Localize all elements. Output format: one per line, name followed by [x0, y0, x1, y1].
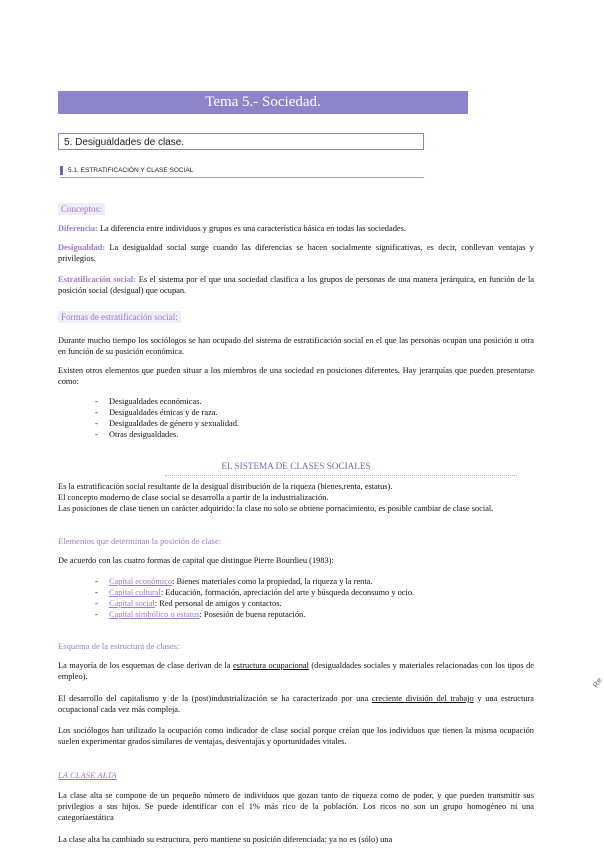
list-item: - Desigualdades de género y sexualidad. — [95, 419, 240, 428]
capital-simbolico-link[interactable]: Capital simbólico o estatus — [109, 610, 200, 619]
estratificacion-term: Estratificación social: — [58, 275, 137, 284]
esquema-paragraph-3: Los sociólogos han utilizado la ocupación como indicador de clase social porque creían que los individuos que tienen la misma ocupación suelen experimentar grados similares de ventajas, desventajas y oportunidades vitales. — [58, 726, 534, 746]
list-item: - Otras desigualdades. — [95, 430, 179, 439]
formas-paragraph-1: Durante mucho tiempo los sociólogos se han ocupado del sistema de estratificación social en el que las personas ocupan una posición u otra en función de su posición económica. — [58, 336, 534, 356]
conceptos-label: Conceptos: — [58, 203, 105, 215]
clase-alta-paragraph-2: La clase alta ha cambiado su estructura, pero mantiene su posición diferenciada: ya no es (sólo) una — [58, 835, 393, 844]
esquema-paragraph-2: El desarrollo del capitalismo y de la (post)industrialización se ha caracterizado por una creciente división del trabajo y una estructura ocupacional cada vez más compleja. — [58, 694, 534, 714]
list-item: - Capital social: Red personal de amigos y contactos. — [95, 599, 282, 608]
section-heading: 5. Desigualdades de clase. — [58, 133, 424, 150]
esquema-paragraph-1: La mayoría de los esquemas de clase derivan de la estructura ocupacional (desigualdades sociales y materiales relacionadas con los tipos de empleo). — [58, 661, 534, 681]
clase-alta-paragraph-1: La clase alta se compone de un pequeño número de individuos que gozan tanto de riqueza como de poder, y que pueden transmitir sus privilegios a sus hijos. Se puede identificar con el 1% más rico de la población. Los ricos no son un grupo homogéneo ni una categoríaestática — [58, 791, 534, 822]
esquema-heading: Esquema de la estructura de clases: — [58, 641, 180, 651]
side-fragment: Re — [590, 676, 604, 690]
sistema-paragraph-3: Las posiciones de clase tienen un carácter adquirido: la clase no solo se obtiene pornacimiento, es posible cambiar de clase social. — [58, 504, 494, 513]
estructura-ocupacional-term: estructura ocupacional — [232, 661, 309, 670]
list-item: - Capital económico: Bienes materiales como la propiedad, la riqueza y la renta. — [95, 577, 373, 586]
desigualdad-term: Desigualdad: — [58, 243, 106, 252]
subsection-heading — [60, 165, 424, 178]
sistema-title: EL SISTEMA DE CLASES SOCIALES — [221, 461, 371, 471]
capital-social-link[interactable]: Capital social — [109, 599, 155, 608]
estratificacion-text: Es el sistema por el que una sociedad clasifica a los grupos de personas de una manera jerárquica, en función de la posición social (desigual) que ocupan. — [58, 275, 535, 295]
formas-list — [95, 396, 239, 440]
desigualdad-paragraph — [58, 242, 534, 264]
list-item: - Desigualdades étnicas y de raza. — [95, 408, 218, 417]
subsection-label: 5.1. ESTRATIFICACIÓN Y CLASE SOCIAL — [68, 167, 194, 174]
page-title: Tema 5.- Sociedad. — [58, 91, 468, 114]
list-item: - Desigualdades económicas. — [95, 397, 202, 406]
desigualdad-text: La desigualdad social surge cuando las diferencias se hacen socialmente significativas, es decir, conllevan ventajas y privilegios. — [58, 243, 534, 263]
formas-label: Formas de estratificación social: — [58, 311, 181, 323]
sistema-paragraph-2: El concepto moderno de clase social se desarrolla a partir de la industrialización. — [58, 493, 329, 502]
estratificacion-paragraph — [58, 274, 534, 296]
sistema-divider — [165, 475, 517, 476]
elementos-intro: De acuerdo con las cuatro formas de capital que distingue Pierre Bourdieu (1983): — [58, 556, 334, 565]
list-item: - Capital simbólico o estatus: Posesión de buena reputación. — [95, 610, 306, 619]
formas-paragraph-2: Existen otros elementos que pueden situar a los miembros de una sociedad en posiciones diferentes. Hay jerarquías que pueden presentarse como: — [58, 366, 534, 386]
diferencia-text: La diferencia entre individuos y grupos es una característica básica en todas las sociedades. — [99, 224, 406, 233]
division-trabajo-term: creciente división del trabajo — [371, 694, 474, 703]
capital-cultural-link[interactable]: Capital cultural — [109, 588, 161, 597]
diferencia-paragraph — [58, 223, 534, 234]
diferencia-term: Diferencia: — [58, 224, 98, 233]
sistema-paragraph-1: Es la estratificación social resultante de la desigual distribución de la riqueza (bienes,renta, estatus). — [58, 482, 393, 491]
capitales-list — [95, 576, 535, 620]
elementos-heading: Elementos que determinan la posición de clase: — [58, 536, 222, 546]
list-item: - Capital cultural: Educación, formación, apreciación del arte y búsqueda deconsumo y ocio. — [95, 588, 415, 597]
clase-alta-heading: LA CLASE ALTA — [58, 770, 117, 780]
capital-economico-link[interactable]: Capital económico — [109, 577, 173, 586]
heading-marker — [60, 166, 63, 175]
